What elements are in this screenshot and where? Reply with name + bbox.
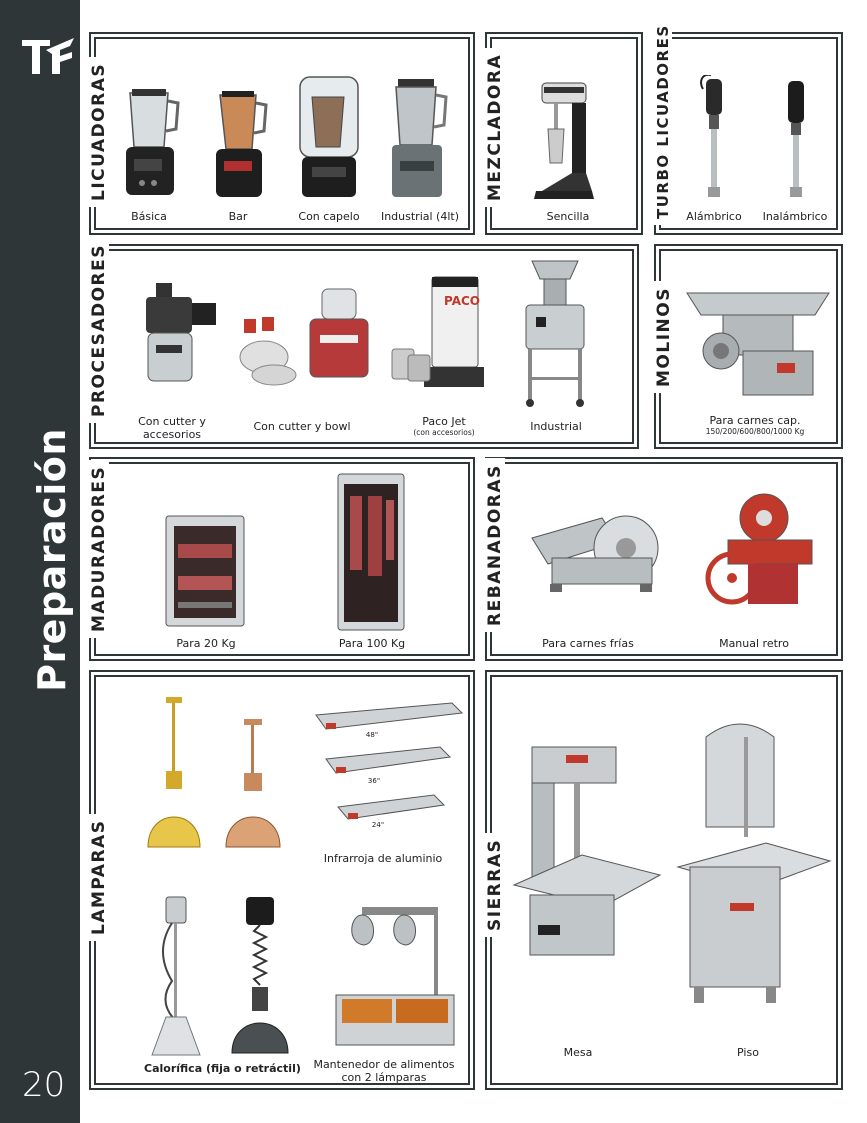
page-number: 20 [22,1065,66,1105]
section-label-sierras: SIERRAS [485,833,505,937]
caption-para-20kg: Para 20 Kg [176,637,236,650]
panel-lamparas [89,675,470,1085]
sidebar [0,0,80,1123]
retractable-heat-lamp-silver-image [144,891,208,1057]
section-label-procesadores: PROCESADORES [89,238,109,423]
section-label-molinos: MOLINOS [654,281,674,393]
panel-molinos [654,249,838,444]
caption-mesa: Mesa [563,1046,593,1059]
caption-mantenedor: Mantenedor de alimentos con 2 lámparas [313,1058,455,1084]
caption-calorifica: Calorífica (fija o retráctil) [144,1062,301,1075]
section-label-mezcladora: MEZCLADORA [485,48,505,207]
blender-bar-image [210,91,270,201]
size-48: 48" [365,731,379,739]
manual-slicer-image [698,488,818,612]
retractable-heat-lamp-black-image [228,897,292,1057]
floor-band-saw-image [676,717,832,1007]
caption-alambrico: Alámbrico [686,210,742,223]
slicer-image [522,498,672,598]
caption-para-carnes-frias: Para carnes frías [542,637,634,650]
meat-grinder-image [683,285,833,401]
blender-capelo-image [296,75,362,201]
size-36: 36" [367,777,381,785]
dry-ager-large-image [336,472,406,632]
caption-manual-retro: Manual retro [719,637,789,650]
blender-basic-image [118,89,184,201]
immersion-blender-cordless-image [781,79,811,201]
caption-sencilla: Sencilla [546,210,590,223]
caption-molinos: Para carnes cap. 150/200/600/800/1000 Kg [705,414,805,436]
panel-sierras [485,675,838,1085]
caption-basica: Básica [131,210,167,223]
mixer-image [532,79,602,201]
section-label-lamparas: LAMPARAS [89,814,109,941]
caption-industrial-processor: Industrial [530,420,582,433]
industrial-processor-image [518,257,592,409]
panel-turbo-licuadores [654,24,838,230]
panel-mezcladora [485,37,638,230]
caption-con-capelo: Con capelo [298,210,360,223]
dry-ager-small-image [164,514,246,628]
panel-rebanadoras [485,462,838,656]
caption-piso: Piso [737,1046,759,1059]
infrared-strip-36-image [322,743,458,787]
caption-paco-jet: Paco Jet (con accesorios) [413,415,475,437]
section-label-turbo: TURBO LICUADORES [654,18,672,225]
caption-para-100kg: Para 100 Kg [338,637,406,650]
panel-maduradores [89,462,470,656]
copper-heat-lamp-image [220,719,286,853]
page-title: Preparación [30,428,74,692]
food-warmer-image [332,903,460,1053]
pacojet-image [388,275,492,391]
svg-text:PACO: PACO [444,294,480,308]
infrared-strip-24-image [334,791,452,831]
section-label-licuadoras: LICUADORAS [89,57,109,207]
caption-con-cutter-bowl: Con cutter y bowl [253,420,351,433]
caption-inalambrico: Inalámbrico [762,210,828,223]
caption-bar: Bar [228,210,248,223]
gold-heat-lamp-image [142,697,206,853]
caption-industrial-4lt: Industrial (4lt) [380,210,460,223]
table-band-saw-image [512,745,662,965]
caption-infrarroja: Infrarroja de aluminio [323,852,443,865]
immersion-blender-corded-image [699,75,729,201]
blender-industrial-image [386,79,450,201]
panel-licuadoras [89,37,470,230]
section-label-rebanadoras: REBANADORAS [485,458,505,632]
brand-logo-icon [20,34,76,76]
cutter-bowl-image [236,279,376,389]
panel-procesadores [89,243,634,444]
caption-con-cutter-accesorios: Con cutter y accesorios [138,415,206,441]
size-24: 24" [371,821,385,829]
infrared-strip-48-image [312,699,472,745]
food-processor-image [140,281,220,387]
section-label-maduradores: MADURADORES [89,460,109,638]
